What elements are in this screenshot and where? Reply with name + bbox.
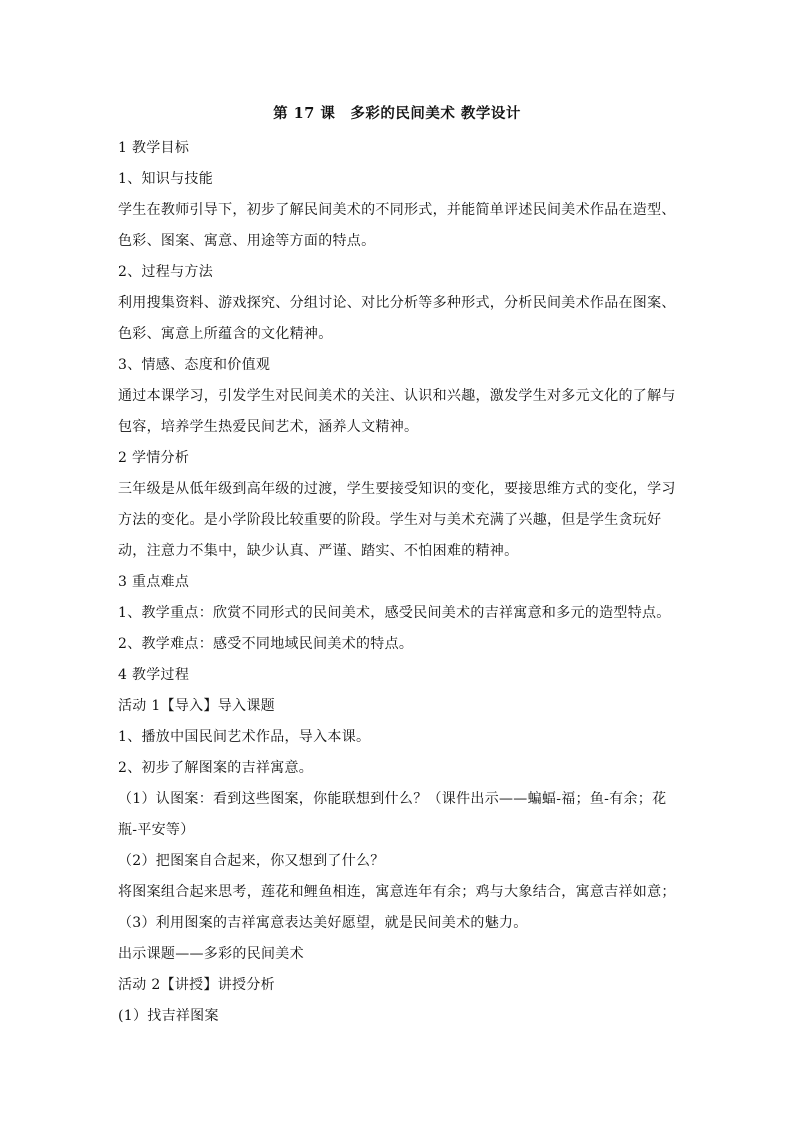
paragraph: 将图案组合起来思考，莲花和鲤鱼相连，寓意连年有余；鸡与大象结合，寓意吉祥如意； <box>118 884 676 900</box>
activity-heading: 活动 1【导入】导入课题 <box>118 698 275 714</box>
paragraph: 学生在教师引导下，初步了解民间美术的不同形式，并能简单评述民间美术作品在造型、色彩、图案、寓意、用途等方面的特点。 <box>118 202 676 249</box>
section-heading: 3 重点难点 <box>118 574 190 590</box>
section-heading: 2 学情分析 <box>118 450 190 466</box>
subsection-heading: 3、情感、态度和价值观 <box>118 357 271 373</box>
document-title: 第 17 课 多彩的民间美术 教学设计 <box>273 105 521 122</box>
subsection-heading: 1、知识与技能 <box>118 171 214 187</box>
paragraph: （1）认图案：看到这些图案，你能联想到什么？（课件出示——蝙蝠-福；鱼-有余；花瓶-平安等） <box>118 791 667 838</box>
paragraph: 2、初步了解图案的吉祥寓意。 <box>118 760 314 776</box>
paragraph: 通过本课学习，引发学生对民间美术的关注、认识和兴趣，激发学生对多元文化的了解与包容，培养学生热爱民间艺术，涵养人文精神。 <box>118 388 676 435</box>
paragraph: （3）利用图案的吉祥寓意表达美好愿望，就是民间美术的魅力。 <box>118 915 528 931</box>
paragraph: 出示课题——多彩的民间美术 <box>118 946 304 962</box>
section-heading: 1 教学目标 <box>118 140 190 156</box>
paragraph: 1、播放中国民间艺术作品，导入本课。 <box>118 729 371 745</box>
paragraph: (1）找吉祥图案 <box>118 1008 219 1024</box>
paragraph: 三年级是从低年级到高年级的过渡，学生要接受知识的变化，要接思维方式的变化，学习方法的变化。是小学阶段比较重要的阶段。学生对与美术充满了兴趣，但是学生贪玩好动，注意力不集中，缺少认真、严谨、踏实、不怕困难的精神。 <box>118 481 676 559</box>
paragraph: 1、教学重点：欣赏不同形式的民间美术，感受民间美术的吉祥寓意和多元的造型特点。 <box>118 605 671 621</box>
activity-heading: 活动 2【讲授】讲授分析 <box>118 977 275 993</box>
subsection-heading: 2、过程与方法 <box>118 264 214 280</box>
paragraph: （2）把图案自合起来，你又想到了什么？ <box>118 853 385 869</box>
paragraph: 2、教学难点：感受不同地域民间美术的特点。 <box>118 636 414 652</box>
section-heading: 4 教学过程 <box>118 667 190 683</box>
document-body <box>118 133 682 1032</box>
paragraph: 利用搜集资料、游戏探究、分组讨论、对比分析等多种形式，分析民间美术作品在图案、色彩、寓意上所蕴含的文化精神。 <box>118 295 676 342</box>
